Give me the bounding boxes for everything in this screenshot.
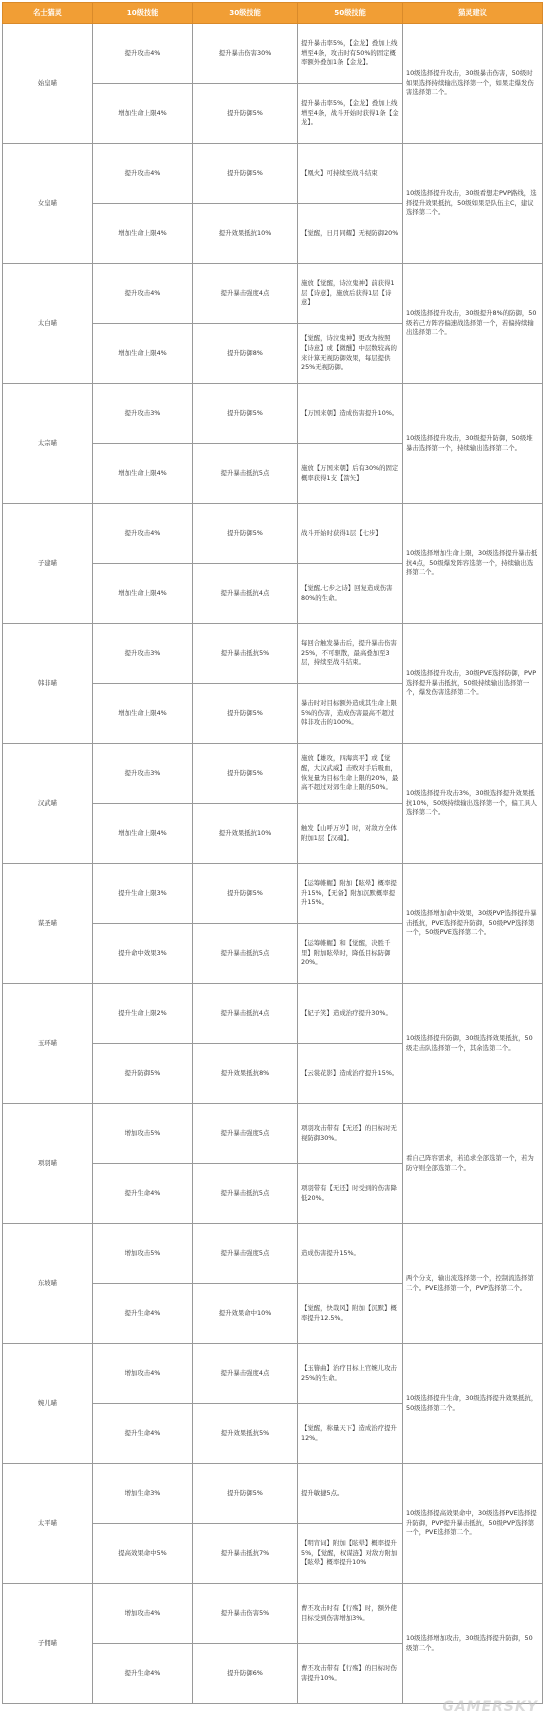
skill-30-cell: 提升暴击抵抗4点: [193, 564, 298, 624]
skill-10-cell: 增加生命上限4%: [93, 564, 193, 624]
skill-30-cell: 提升暴击伤害30%: [193, 24, 298, 84]
skill-10-cell: 提升生命4%: [93, 1644, 193, 1704]
header-suggestion: 猫灵建议: [403, 3, 543, 24]
skill-10-cell: 增加攻击4%: [93, 1584, 193, 1644]
skill-30-cell: 提升防御5%: [193, 384, 298, 444]
skill-10-cell: 提高效果命中5%: [93, 1524, 193, 1584]
suggestion-cell: 10级选择提升生命，30级选择提升效果抵抗，50级选择第二个。: [403, 1344, 543, 1464]
cat-name: 项羽喵: [3, 1104, 93, 1224]
skill-50-cell: 【万国来朝】造成伤害提升10%。: [298, 384, 403, 444]
skill-50-cell: 暴击时对目标额外造成其生命上限5%的伤害，造成伤害最高不超过韩非攻击的100%。: [298, 684, 403, 744]
skill-30-cell: 提升效果抵抗5%: [193, 1404, 298, 1464]
cat-name: 子佣喵: [3, 1584, 93, 1704]
cat-name: 女皇喵: [3, 144, 93, 264]
suggestion-cell: 10级选择增加命中效果，30级PVP选择提升暴击抵抗，PVE选择提升防御，50级PVP选择第一个，50级PVE选择第二个。: [403, 864, 543, 984]
table-row: [3, 1584, 543, 1644]
skill-50-cell: 【觉醒，诗泣鬼神】更改为按照【诗意】或【微醺】中层数较高的来计算无视防御效果，每层提供25%无视防御。: [298, 324, 403, 384]
skill-10-cell: 提升攻击3%: [93, 624, 193, 684]
cat-name: 太平喵: [3, 1464, 93, 1584]
suggestion-cell: 10级选择提升防御，30级选择效果抵抗，50级走击队选择第一个，其余选第二个。: [403, 984, 543, 1104]
skill-50-cell: 曹丕攻击时有【行殇】时，额外使目标受到伤害增加3%。: [298, 1584, 403, 1644]
cat-name: 韩非喵: [3, 624, 93, 744]
table-body: [3, 24, 543, 1704]
skill-50-cell: 【妃子笑】造成治疗提升30%。: [298, 984, 403, 1044]
header-row: [3, 3, 543, 24]
suggestion-cell: 10级选择提升攻击，30级PVE选择防御，PVP选择提升暴击抵抗，50级持续输出选择第一个，爆发伤害选择第二个。: [403, 624, 543, 744]
skill-30-cell: 提升暴击抵抗4点: [193, 984, 298, 1044]
watermark: GAMERSKY: [442, 1699, 538, 1715]
skill-30-cell: 提升防御5%: [193, 504, 298, 564]
skill-10-cell: 增加生命3%: [93, 1464, 193, 1524]
skill-30-cell: 提升效果抵抗8%: [193, 1044, 298, 1104]
skill-50-cell: 【觉醒，称量天下】造成治疗提升12%。: [298, 1404, 403, 1464]
skill-10-cell: 提升生命上限2%: [93, 984, 193, 1044]
skill-30-cell: 提升防御5%: [193, 744, 298, 804]
skill-50-cell: 【明宵词】附加【眩晕】概率提升5%，【觉醒，权谋涟】对敌方附加【眩晕】概率提升10%: [298, 1524, 403, 1584]
skill-30-cell: 提升防御6%: [193, 1644, 298, 1704]
header-level-10: 10级技能: [93, 3, 193, 24]
skill-30-cell: 提升暴击抵抗5点: [193, 444, 298, 504]
table-row: [3, 144, 543, 204]
skill-30-cell: 提升暴击强度4点: [193, 1344, 298, 1404]
skill-30-cell: 提升暴击强度5点: [193, 1224, 298, 1284]
table-row: [3, 744, 543, 804]
skill-10-cell: 增加生命上限4%: [93, 204, 193, 264]
skill-50-cell: 【运筹帷幄】附加【眩晕】概率提升15%，【无备】附加沉默概率提升15%。: [298, 864, 403, 924]
skill-50-cell: 【运筹帷幄】和【觉醒，决胜千里】附加眩晕时，降低目标防御20%。: [298, 924, 403, 984]
cat-name: 子建喵: [3, 504, 93, 624]
suggestion-cell: 两个分支，输出流选择第一个，控制流选择第二个。PVE选择第一个，PVP选择第二个。: [403, 1224, 543, 1344]
cat-name: 谋圣喵: [3, 864, 93, 984]
skill-10-cell: 提升攻击4%: [93, 24, 193, 84]
skill-10-cell: 提升生命4%: [93, 1164, 193, 1224]
skill-30-cell: 提升暴击抵抗5%: [193, 624, 298, 684]
skill-50-cell: 战斗开始时获得1层【七步】: [298, 504, 403, 564]
skill-10-cell: 增加攻击5%: [93, 1224, 193, 1284]
skill-10-cell: 提升生命4%: [93, 1404, 193, 1464]
table-row: [3, 1344, 543, 1404]
skill-50-cell: 提升暴击率5%，【金龙】叠加上线增至4条，战斗开始时获得1条【金龙】。: [298, 84, 403, 144]
skill-30-cell: 提升暴击强度5点: [193, 1104, 298, 1164]
skill-10-cell: 提升攻击4%: [93, 504, 193, 564]
skill-10-cell: 增加生命上限4%: [93, 84, 193, 144]
skill-50-cell: 曹丕攻击带有【行殇】的目标时伤害提升10%。: [298, 1644, 403, 1704]
table-row: [3, 1464, 543, 1524]
skill-30-cell: 提升防御5%: [193, 144, 298, 204]
skill-30-cell: 提升暴击抵抗5点: [193, 924, 298, 984]
cat-name: 始皇喵: [3, 24, 93, 144]
skill-50-cell: 【觉醒,七步之诗】回复造成伤害80%的生命。: [298, 564, 403, 624]
table-row: [3, 1104, 543, 1164]
cat-name: 汉武喵: [3, 744, 93, 864]
skill-30-cell: 提升效果抵抗10%: [193, 804, 298, 864]
skill-50-cell: 提升暴击率5%，【金龙】叠加上线增至4条，攻击时有50%的固定概率额外叠加1条【金龙】。: [298, 24, 403, 84]
skill-50-cell: 【觉醒，快哉风】附加【沉默】概率提升12.5%。: [298, 1284, 403, 1344]
skill-10-cell: 增加生命上限4%: [93, 444, 193, 504]
header-cat-spirit: 名士猫灵: [3, 3, 93, 24]
cat-name: 东坡喵: [3, 1224, 93, 1344]
table-row: [3, 24, 543, 84]
suggestion-cell: 10级选择提升攻击3%，30级选择提升效果抵抗10%，50级持续输出选择第一个，偏工具人选择第二个。: [403, 744, 543, 864]
skill-50-cell: 每回合触发暴击后，提升暴击伤害25%，不可驱散，最高叠加至3层，持续至战斗结束。: [298, 624, 403, 684]
skill-50-cell: 【玉簪曲】治疗目标上官婉儿攻击25%的生命。: [298, 1344, 403, 1404]
skill-50-cell: 提升敏捷5点。: [298, 1464, 403, 1524]
skill-30-cell: 提升防御5%: [193, 864, 298, 924]
skill-10-cell: 增加生命上限4%: [93, 804, 193, 864]
skill-50-cell: 【觉醒，日月同耀】无视防御20%: [298, 204, 403, 264]
cat-name: 玉环喵: [3, 984, 93, 1104]
cat-name: 太白喵: [3, 264, 93, 384]
skill-10-cell: 增加生命上限4%: [93, 324, 193, 384]
skill-30-cell: 提升效果命中10%: [193, 1284, 298, 1344]
skill-30-cell: 提升效果抵抗10%: [193, 204, 298, 264]
skill-30-cell: 提升暴击抵抗7%: [193, 1524, 298, 1584]
skill-30-cell: 提升暴击强度4点: [193, 264, 298, 324]
header-level-50: 50级技能: [298, 3, 403, 24]
suggestion-cell: 10级选择提高效果命中，30级选择PVE选择提升防御，PVP提升暴击抵抗，50级PVP选择第一个，PVE选择第二个。: [403, 1464, 543, 1584]
skill-30-cell: 提升暴击伤害5%: [193, 1584, 298, 1644]
skill-10-cell: 提升生命上限3%: [93, 864, 193, 924]
suggestion-cell: 10级选择增加攻击，30级选择提升防御，50级第二个。: [403, 1584, 543, 1704]
skill-50-cell: 【云裳花影】造成治疗提升15%。: [298, 1044, 403, 1104]
skill-table: [2, 2, 543, 1704]
table-row: [3, 984, 543, 1044]
suggestion-cell: 10级选择提升攻击，30级提升防御，50级堆暴击选择第一个，持续输出选择第二个。: [403, 384, 543, 504]
skill-30-cell: 提升暴击抵抗5点: [193, 1164, 298, 1224]
suggestion-cell: 10级选择增加生命上限，30级选择提升暴击抵抗4点，50级爆发阵容选第一个，持续输出选择第二个。: [403, 504, 543, 624]
skill-50-cell: 施放【万国来朝】后有30%的固定概率获得1支【箭矢】: [298, 444, 403, 504]
skill-10-cell: 提升防御5%: [93, 1044, 193, 1104]
skill-30-cell: 提升防御5%: [193, 84, 298, 144]
skill-10-cell: 提升攻击4%: [93, 144, 193, 204]
table-row: [3, 1224, 543, 1284]
skill-50-cell: 项羽攻击带有【无还】的目标时无视防御30%。: [298, 1104, 403, 1164]
table-row: [3, 624, 543, 684]
suggestion-cell: 10级选择提升攻击，30级看想走PVP路线，选择提升效果抵抗，50级如果是队伍主C，建议选择第二个。: [403, 144, 543, 264]
header-level-30: 30级技能: [193, 3, 298, 24]
skill-10-cell: 提升生命4%: [93, 1284, 193, 1344]
skill-10-cell: 提升攻击4%: [93, 264, 193, 324]
skill-10-cell: 提升命中效果3%: [93, 924, 193, 984]
skill-50-cell: 项羽带有【无还】时受到的伤害降低20%。: [298, 1164, 403, 1224]
skill-50-cell: 施放【觉醒，诗泣鬼神】前获得1层【诗意】，施放后获得1层【诗意】: [298, 264, 403, 324]
table-row: [3, 384, 543, 444]
skill-10-cell: 增加生命上限4%: [93, 684, 193, 744]
table-row: [3, 264, 543, 324]
table-row: [3, 864, 543, 924]
skill-30-cell: 提升防御5%: [193, 1464, 298, 1524]
skill-10-cell: 增加攻击4%: [93, 1344, 193, 1404]
skill-30-cell: 提升防御5%: [193, 684, 298, 744]
table-row: [3, 504, 543, 564]
skill-30-cell: 提升防御8%: [193, 324, 298, 384]
skill-50-cell: 施放【雄攻，四海宾平】或【觉醒，大汉武威】击败对手后吸血，恢复量为目标生命上限的20%，最高不超过对郊生命上限的50%。: [298, 744, 403, 804]
skill-50-cell: 【凰火】可持续至战斗结束: [298, 144, 403, 204]
skill-10-cell: 提升攻击3%: [93, 744, 193, 804]
skill-10-cell: 提升攻击3%: [93, 384, 193, 444]
cat-name: 太宗喵: [3, 384, 93, 504]
skill-10-cell: 增加攻击5%: [93, 1104, 193, 1164]
suggestion-cell: 看自己阵容需求，若追求全部选第一个，若为防守则全部选第二个。: [403, 1104, 543, 1224]
skill-50-cell: 触发【山呼万岁】时，对敌方全体附加1层【汉魂】。: [298, 804, 403, 864]
cat-name: 婉儿喵: [3, 1344, 93, 1464]
skill-50-cell: 造成伤害提升15%。: [298, 1224, 403, 1284]
suggestion-cell: 10级选择提升攻击，30级暴击伤害，50级时如果选择持续输出选择第一个，如果走爆发伤害选择第二个。: [403, 24, 543, 144]
suggestion-cell: 10级选择提升攻击，30级提升8%的防御，50级若己方阵容偏速战选择第一个，若偏持续输出选择第二个。: [403, 264, 543, 384]
